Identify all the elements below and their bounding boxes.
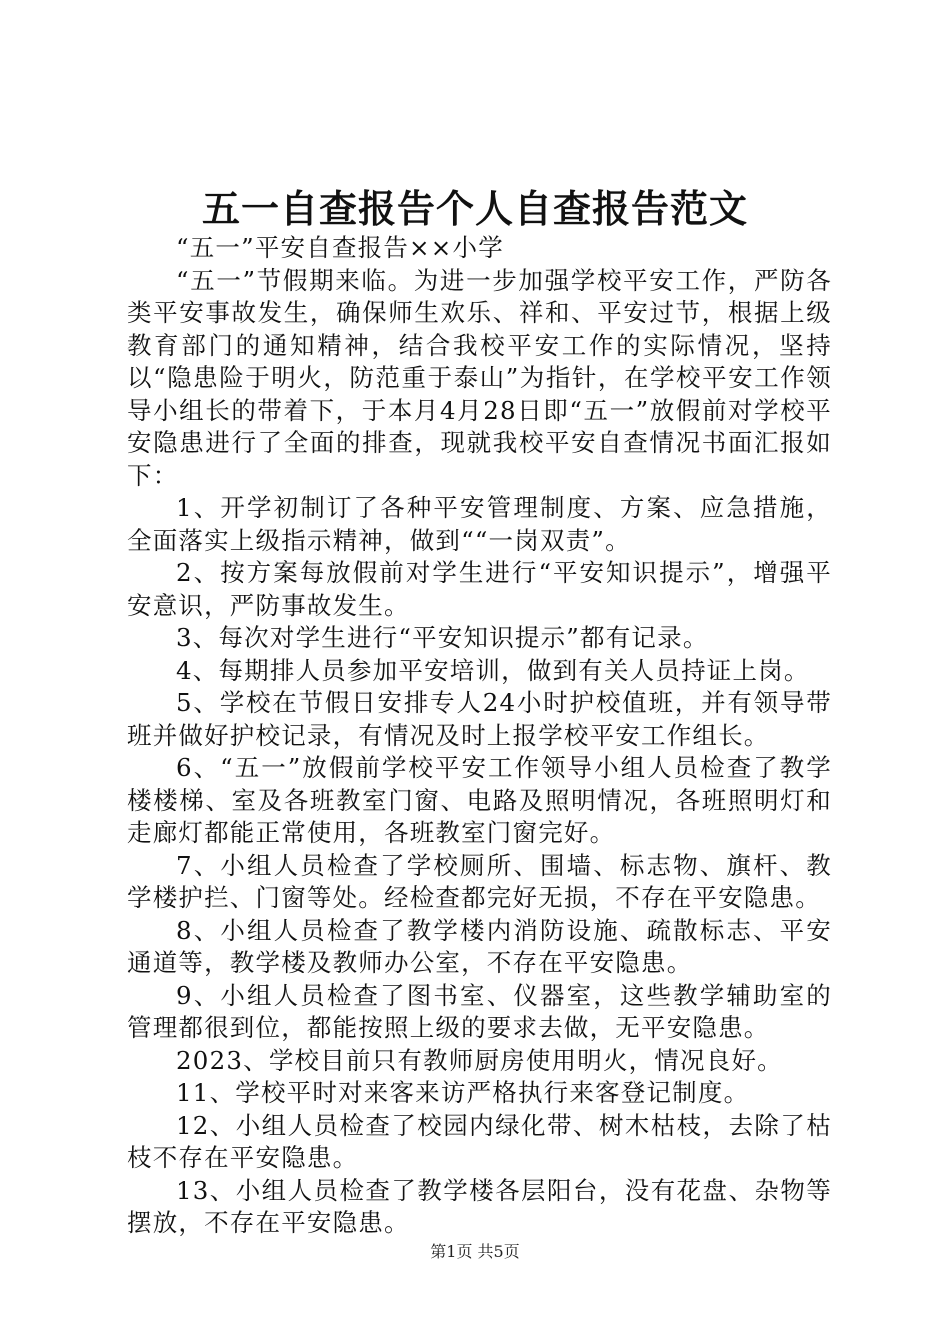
paragraph-item-10: 2023、学校目前只有教师厨房使用明火，情况良好。 bbox=[176, 1045, 783, 1075]
paragraph-item-2: 2、按方案每放假前对学生进行“平安知识提示”，增强平安意识，严防事故发生。 bbox=[127, 558, 832, 620]
paragraph-item-7: 7、小组人员检查了学校厕所、围墙、标志物、旗杆、教学楼护拦、门窗等处。经检查都完好无损，不存在平安隐患。 bbox=[127, 850, 832, 912]
paragraph-item-8: 8、小组人员检查了教学楼内消防设施、疏散标志、平安通道等，教学楼及教师办公室，不存在平安隐患。 bbox=[127, 915, 832, 977]
paragraph-item-9: 9、小组人员检查了图书室、仪器室，这些教学辅助室的管理都很到位，都能按照上级的要求去做，无平安隐患。 bbox=[127, 980, 832, 1042]
paragraph-item-4: 4、每期排人员参加平安培训，做到有关人员持证上岗。 bbox=[176, 655, 810, 685]
paragraph-subtitle: “五一”平安自查报告××小学 bbox=[176, 233, 504, 262]
paragraph-item-5: 5、学校在节假日安排专人24小时护校值班，并有领导带班并做好护校记录，有情况及时上报学校平安工作组长。 bbox=[127, 688, 832, 750]
document-body bbox=[127, 232, 832, 1240]
paragraph-item-6: 6、“五一”放假前学校平安工作领导小组人员检查了教学楼楼梯、室及各班教室门窗、电路及照明情况，各班照明灯和走廊灯都能正常使用，各班教室门窗完好。 bbox=[127, 753, 832, 847]
paragraph-item-3: 3、每次对学生进行“平安知识提示”都有记录。 bbox=[176, 623, 709, 652]
document-title: 五一自查报告个人自查报告范文 bbox=[201, 187, 748, 231]
paragraph-intro: “五一”节假期来临。为进一步加强学校平安工作，严防各类平安事故发生，确保师生欢乐、祥和、平安过节，根据上级教育部门的通知精神，结合我校平安工作的实际情况，坚持以“隐患险于明火，防范重于泰山”为指针，在学校平安工作领导小组长的带着下，于本月4月28日即“五一”放假前对学校平安隐患进行了全面的排查，现就我校平安自查情况书面汇报如下： bbox=[127, 265, 832, 490]
paragraph-item-12: 12、小组人员检查了校园内绿化带、树木枯枝，去除了枯枝不存在平安隐患。 bbox=[127, 1110, 832, 1172]
paragraph-item-1: 1、开学初制订了各种平安管理制度、方案、应急措施，全面落实上级指示精神，做到““一岗双责”。 bbox=[127, 493, 832, 555]
page-footer: 第1页 共5页 bbox=[430, 1242, 520, 1261]
paragraph-item-11: 11、学校平时对来客来访严格执行来客登记制度。 bbox=[176, 1078, 750, 1107]
paragraph-item-13: 13、小组人员检查了教学楼各层阳台，没有花盘、杂物等摆放，不存在平安隐患。 bbox=[127, 1175, 832, 1237]
